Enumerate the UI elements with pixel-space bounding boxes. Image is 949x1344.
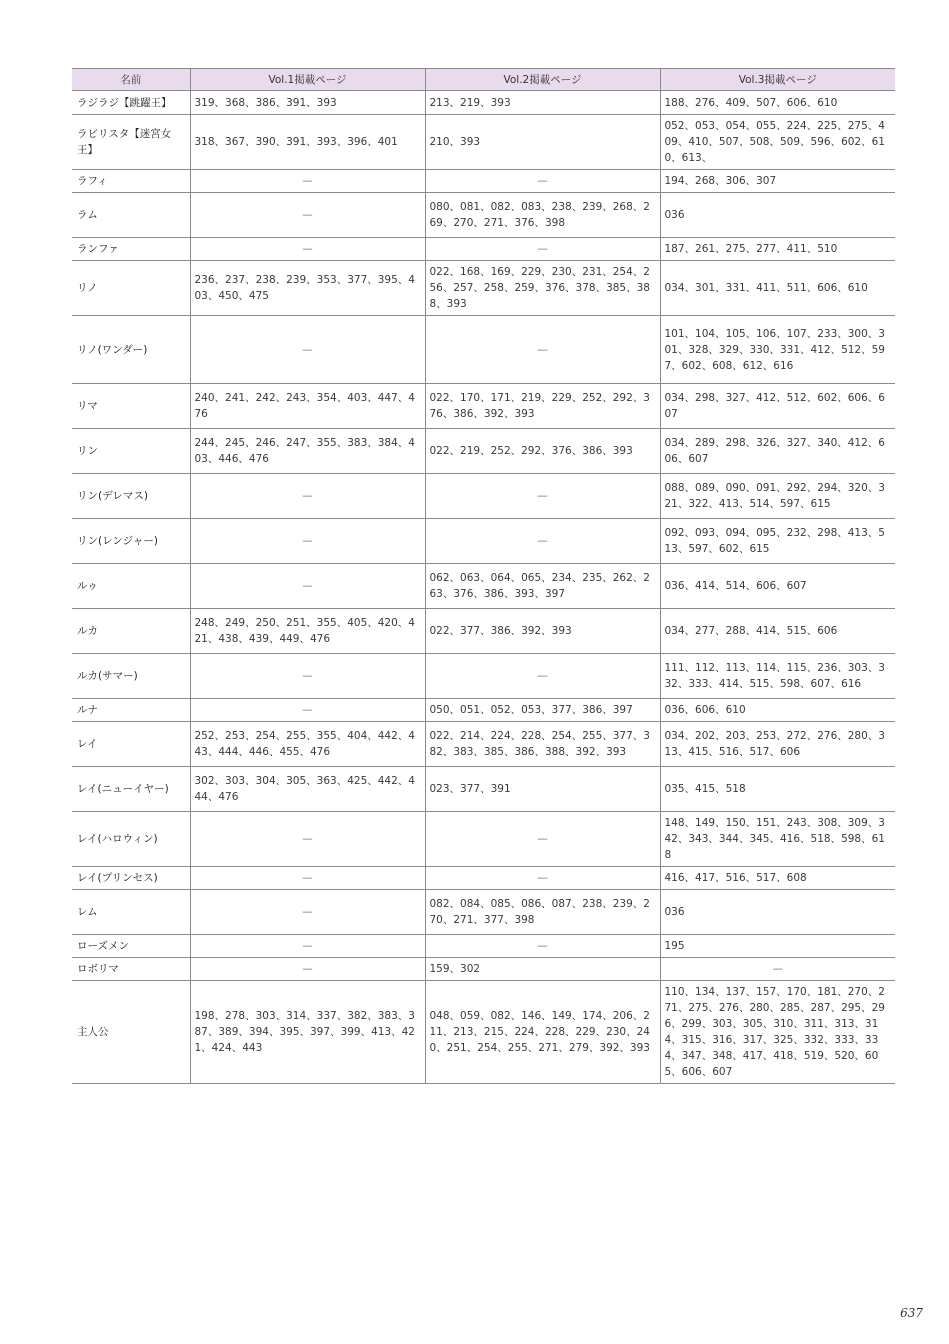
character-name-cell: ローズメン [72, 935, 190, 958]
page-index-table [72, 68, 895, 1084]
vol1-pages-cell: — [190, 654, 425, 699]
vol3-pages-cell: 110、134、137、157、170、181、270、271、275、276、280、285、287、295、296、299、303、305、310、311、313、314、315、316、317、325、332、333、334、347、348、417、418、519、520、605、606、607 [660, 981, 895, 1084]
character-name-cell: リン(レンジャー) [72, 519, 190, 564]
vol2-pages-cell: 048、059、082、146、149、174、206、211、213、215、224、228、229、230、240、251、254、255、271、279、392、393 [425, 981, 660, 1084]
table-row [72, 722, 895, 767]
character-name-cell: レイ(ニューイヤー) [72, 767, 190, 812]
table-row [72, 316, 895, 384]
table-row [72, 654, 895, 699]
character-name-cell: ラビリスタ【迷宮女王】 [72, 115, 190, 170]
page-number: 637 [900, 1306, 923, 1320]
character-name-cell: リマ [72, 384, 190, 429]
vol3-pages-cell: 195 [660, 935, 895, 958]
table-row [72, 699, 895, 722]
vol3-pages-cell: 034、301、331、411、511、606、610 [660, 261, 895, 316]
vol3-pages-cell: 092、093、094、095、232、298、413、513、597、602、615 [660, 519, 895, 564]
vol1-pages-cell: — [190, 958, 425, 981]
vol1-pages-cell: 252、253、254、255、355、404、442、443、444、446、455、476 [190, 722, 425, 767]
vol3-pages-cell: 036、606、610 [660, 699, 895, 722]
vol1-pages-cell: 248、249、250、251、355、405、420、421、438、439、449、476 [190, 609, 425, 654]
table-row [72, 981, 895, 1084]
vol3-pages-cell: 034、289、298、326、327、340、412、606、607 [660, 429, 895, 474]
vol2-pages-cell: 023、377、391 [425, 767, 660, 812]
character-name-cell: レイ(ハロウィン) [72, 812, 190, 867]
table-row [72, 609, 895, 654]
vol3-pages-cell: 035、415、518 [660, 767, 895, 812]
character-name-cell: レイ [72, 722, 190, 767]
table-row [72, 867, 895, 890]
header-vol2: Vol.2掲載ページ [425, 69, 660, 91]
vol3-pages-cell: 111、112、113、114、115、236、303、332、333、414、515、598、607、616 [660, 654, 895, 699]
vol3-pages-cell: 036 [660, 193, 895, 238]
vol1-pages-cell: 198、278、303、314、337、382、383、387、389、394、395、397、399、413、421、424、443 [190, 981, 425, 1084]
vol2-pages-cell: — [425, 316, 660, 384]
vol2-pages-cell: — [425, 935, 660, 958]
table-row [72, 384, 895, 429]
vol2-pages-cell: — [425, 812, 660, 867]
vol2-pages-cell: — [425, 474, 660, 519]
table-row [72, 564, 895, 609]
vol1-pages-cell: 319、368、386、391、393 [190, 91, 425, 115]
vol1-pages-cell: — [190, 890, 425, 935]
vol1-pages-cell: — [190, 699, 425, 722]
vol2-pages-cell: 062、063、064、065、234、235、262、263、376、386、393、397 [425, 564, 660, 609]
vol3-pages-cell: 101、104、105、106、107、233、300、301、328、329、330、331、412、512、597、602、608、612、616 [660, 316, 895, 384]
table-row [72, 958, 895, 981]
vol1-pages-cell: — [190, 170, 425, 193]
vol2-pages-cell: — [425, 519, 660, 564]
character-name-cell: リノ(ワンダー) [72, 316, 190, 384]
character-name-cell: ルカ [72, 609, 190, 654]
vol3-pages-cell: 088、089、090、091、292、294、320、321、322、413、514、597、615 [660, 474, 895, 519]
vol2-pages-cell: — [425, 867, 660, 890]
character-name-cell: ルゥ [72, 564, 190, 609]
table-row [72, 519, 895, 564]
table-row [72, 115, 895, 170]
character-name-cell: ランファ [72, 238, 190, 261]
character-name-cell: レム [72, 890, 190, 935]
vol1-pages-cell: 244、245、246、247、355、383、384、403、446、476 [190, 429, 425, 474]
character-name-cell: ラム [72, 193, 190, 238]
vol1-pages-cell: — [190, 935, 425, 958]
vol2-pages-cell: 210、393 [425, 115, 660, 170]
header-name: 名前 [72, 69, 190, 91]
vol1-pages-cell: 318、367、390、391、393、396、401 [190, 115, 425, 170]
vol1-pages-cell: — [190, 238, 425, 261]
table-header-row [72, 69, 895, 91]
header-vol1: Vol.1掲載ページ [190, 69, 425, 91]
table-row [72, 812, 895, 867]
vol3-pages-cell: 194、268、306、307 [660, 170, 895, 193]
vol3-pages-cell: 034、298、327、412、512、602、606、607 [660, 384, 895, 429]
character-name-cell: ルナ [72, 699, 190, 722]
character-name-cell: リン [72, 429, 190, 474]
vol2-pages-cell: 050、051、052、053、377、386、397 [425, 699, 660, 722]
vol1-pages-cell: 240、241、242、243、354、403、447、476 [190, 384, 425, 429]
vol3-pages-cell: — [660, 958, 895, 981]
vol2-pages-cell: 022、214、224、228、254、255、377、382、383、385、386、388、392、393 [425, 722, 660, 767]
character-name-cell: 主人公 [72, 981, 190, 1084]
vol1-pages-cell: 302、303、304、305、363、425、442、444、476 [190, 767, 425, 812]
character-name-cell: ロボリマ [72, 958, 190, 981]
vol3-pages-cell: 416、417、516、517、608 [660, 867, 895, 890]
vol3-pages-cell: 148、149、150、151、243、308、309、342、343、344、345、416、518、598、618 [660, 812, 895, 867]
table-row [72, 474, 895, 519]
vol2-pages-cell: 082、084、085、086、087、238、239、270、271、377、398 [425, 890, 660, 935]
vol3-pages-cell: 036 [660, 890, 895, 935]
character-name-cell: ラジラジ【跳躍王】 [72, 91, 190, 115]
vol2-pages-cell: 022、170、171、219、229、252、292、376、386、392、393 [425, 384, 660, 429]
character-name-cell: リン(デレマス) [72, 474, 190, 519]
character-name-cell: ラフィ [72, 170, 190, 193]
vol3-pages-cell: 034、277、288、414、515、606 [660, 609, 895, 654]
vol3-pages-cell: 187、261、275、277、411、510 [660, 238, 895, 261]
vol1-pages-cell: — [190, 316, 425, 384]
table-row [72, 193, 895, 238]
vol1-pages-cell: — [190, 867, 425, 890]
vol1-pages-cell: — [190, 812, 425, 867]
vol2-pages-cell: 022、219、252、292、376、386、393 [425, 429, 660, 474]
vol3-pages-cell: 052、053、054、055、224、225、275、409、410、507、508、509、596、602、610、613、 [660, 115, 895, 170]
vol2-pages-cell: 080、081、082、083、238、239、268、269、270、271、376、398 [425, 193, 660, 238]
table-row [72, 935, 895, 958]
vol1-pages-cell: — [190, 474, 425, 519]
table-row [72, 429, 895, 474]
vol1-pages-cell: — [190, 193, 425, 238]
table-row [72, 261, 895, 316]
character-name-cell: リノ [72, 261, 190, 316]
vol1-pages-cell: — [190, 519, 425, 564]
table-body [72, 91, 895, 1084]
table-row [72, 170, 895, 193]
vol3-pages-cell: 188、276、409、507、606、610 [660, 91, 895, 115]
table-row [72, 91, 895, 115]
vol3-pages-cell: 034、202、203、253、272、276、280、313、415、516、517、606 [660, 722, 895, 767]
table-row [72, 238, 895, 261]
vol2-pages-cell: — [425, 238, 660, 261]
vol2-pages-cell: 213、219、393 [425, 91, 660, 115]
vol1-pages-cell: 236、237、238、239、353、377、395、403、450、475 [190, 261, 425, 316]
vol2-pages-cell: 022、377、386、392、393 [425, 609, 660, 654]
character-name-cell: レイ(プリンセス) [72, 867, 190, 890]
vol1-pages-cell: — [190, 564, 425, 609]
vol2-pages-cell: 159、302 [425, 958, 660, 981]
table-row [72, 890, 895, 935]
vol2-pages-cell: — [425, 654, 660, 699]
vol3-pages-cell: 036、414、514、606、607 [660, 564, 895, 609]
header-vol3: Vol.3掲載ページ [660, 69, 895, 91]
table-row [72, 767, 895, 812]
vol2-pages-cell: — [425, 170, 660, 193]
character-name-cell: ルカ(サマー) [72, 654, 190, 699]
vol2-pages-cell: 022、168、169、229、230、231、254、256、257、258、259、376、378、385、388、393 [425, 261, 660, 316]
